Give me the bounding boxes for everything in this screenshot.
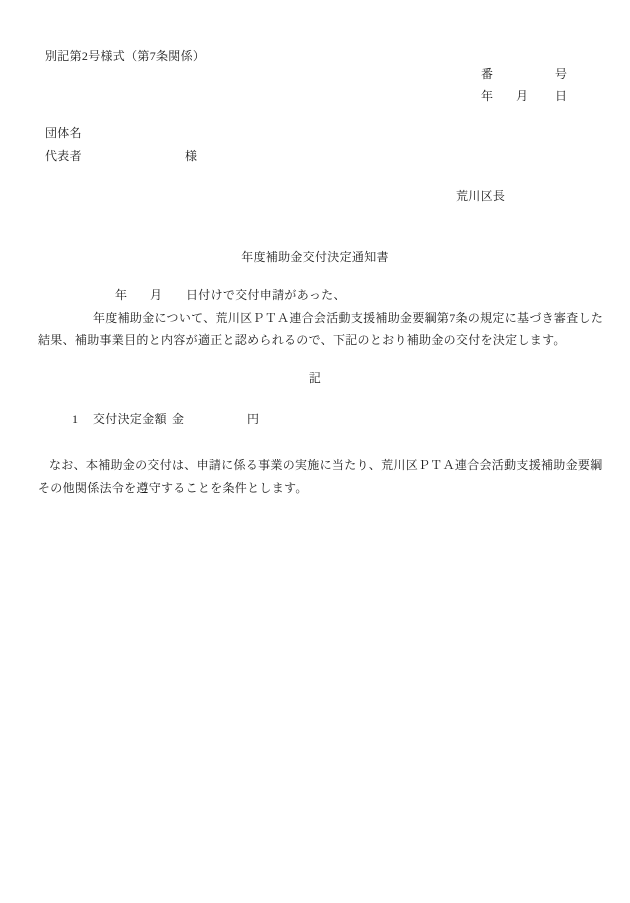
- body-line-3: 結果、補助事業目的と内容が適正と認められるので、下記のとおり補助金の交付を決定します。: [38, 333, 566, 347]
- representative-label: 代表者: [45, 149, 82, 163]
- date-year-label: 年: [481, 89, 494, 103]
- amount-suffix-yen: 円: [247, 412, 260, 426]
- doc-number-go-label: 号: [555, 67, 568, 81]
- doc-number-ban-label: 番: [481, 67, 494, 81]
- date-month-label: 月: [516, 89, 529, 103]
- form-number-label: 別記第2号様式（第7条関係）: [45, 49, 206, 63]
- sender-mayor-label: 荒川区長: [456, 189, 506, 203]
- note-line-2: その他関係法令を遵守することを条件とします。: [38, 481, 308, 495]
- amount-prefix-kin: 金: [172, 412, 185, 426]
- document-title: 年度補助金交付決定通知書: [241, 250, 389, 264]
- grant-amount-label: 交付決定金額: [93, 412, 167, 426]
- honorific-label: 様: [185, 149, 198, 163]
- note-line-1: なお、本補助金の交付は、申請に係る事業の実施に当たり、荒川区ＰＴＡ連合会活動支援補助金要綱: [49, 458, 603, 472]
- application-line-text: 日付けで交付申請があった、: [186, 288, 346, 302]
- record-heading: 記: [308, 371, 322, 385]
- application-date-month-label: 月: [150, 288, 163, 302]
- application-date-year-label: 年: [115, 288, 128, 302]
- item-number: 1: [72, 412, 79, 426]
- body-line-2: 年度補助金について、荒川区ＰＴＡ連合会活動支援補助金要綱第7条の規定に基づき審査した: [93, 311, 604, 325]
- date-day-label: 日: [555, 89, 568, 103]
- organization-name-label: 団体名: [45, 126, 82, 140]
